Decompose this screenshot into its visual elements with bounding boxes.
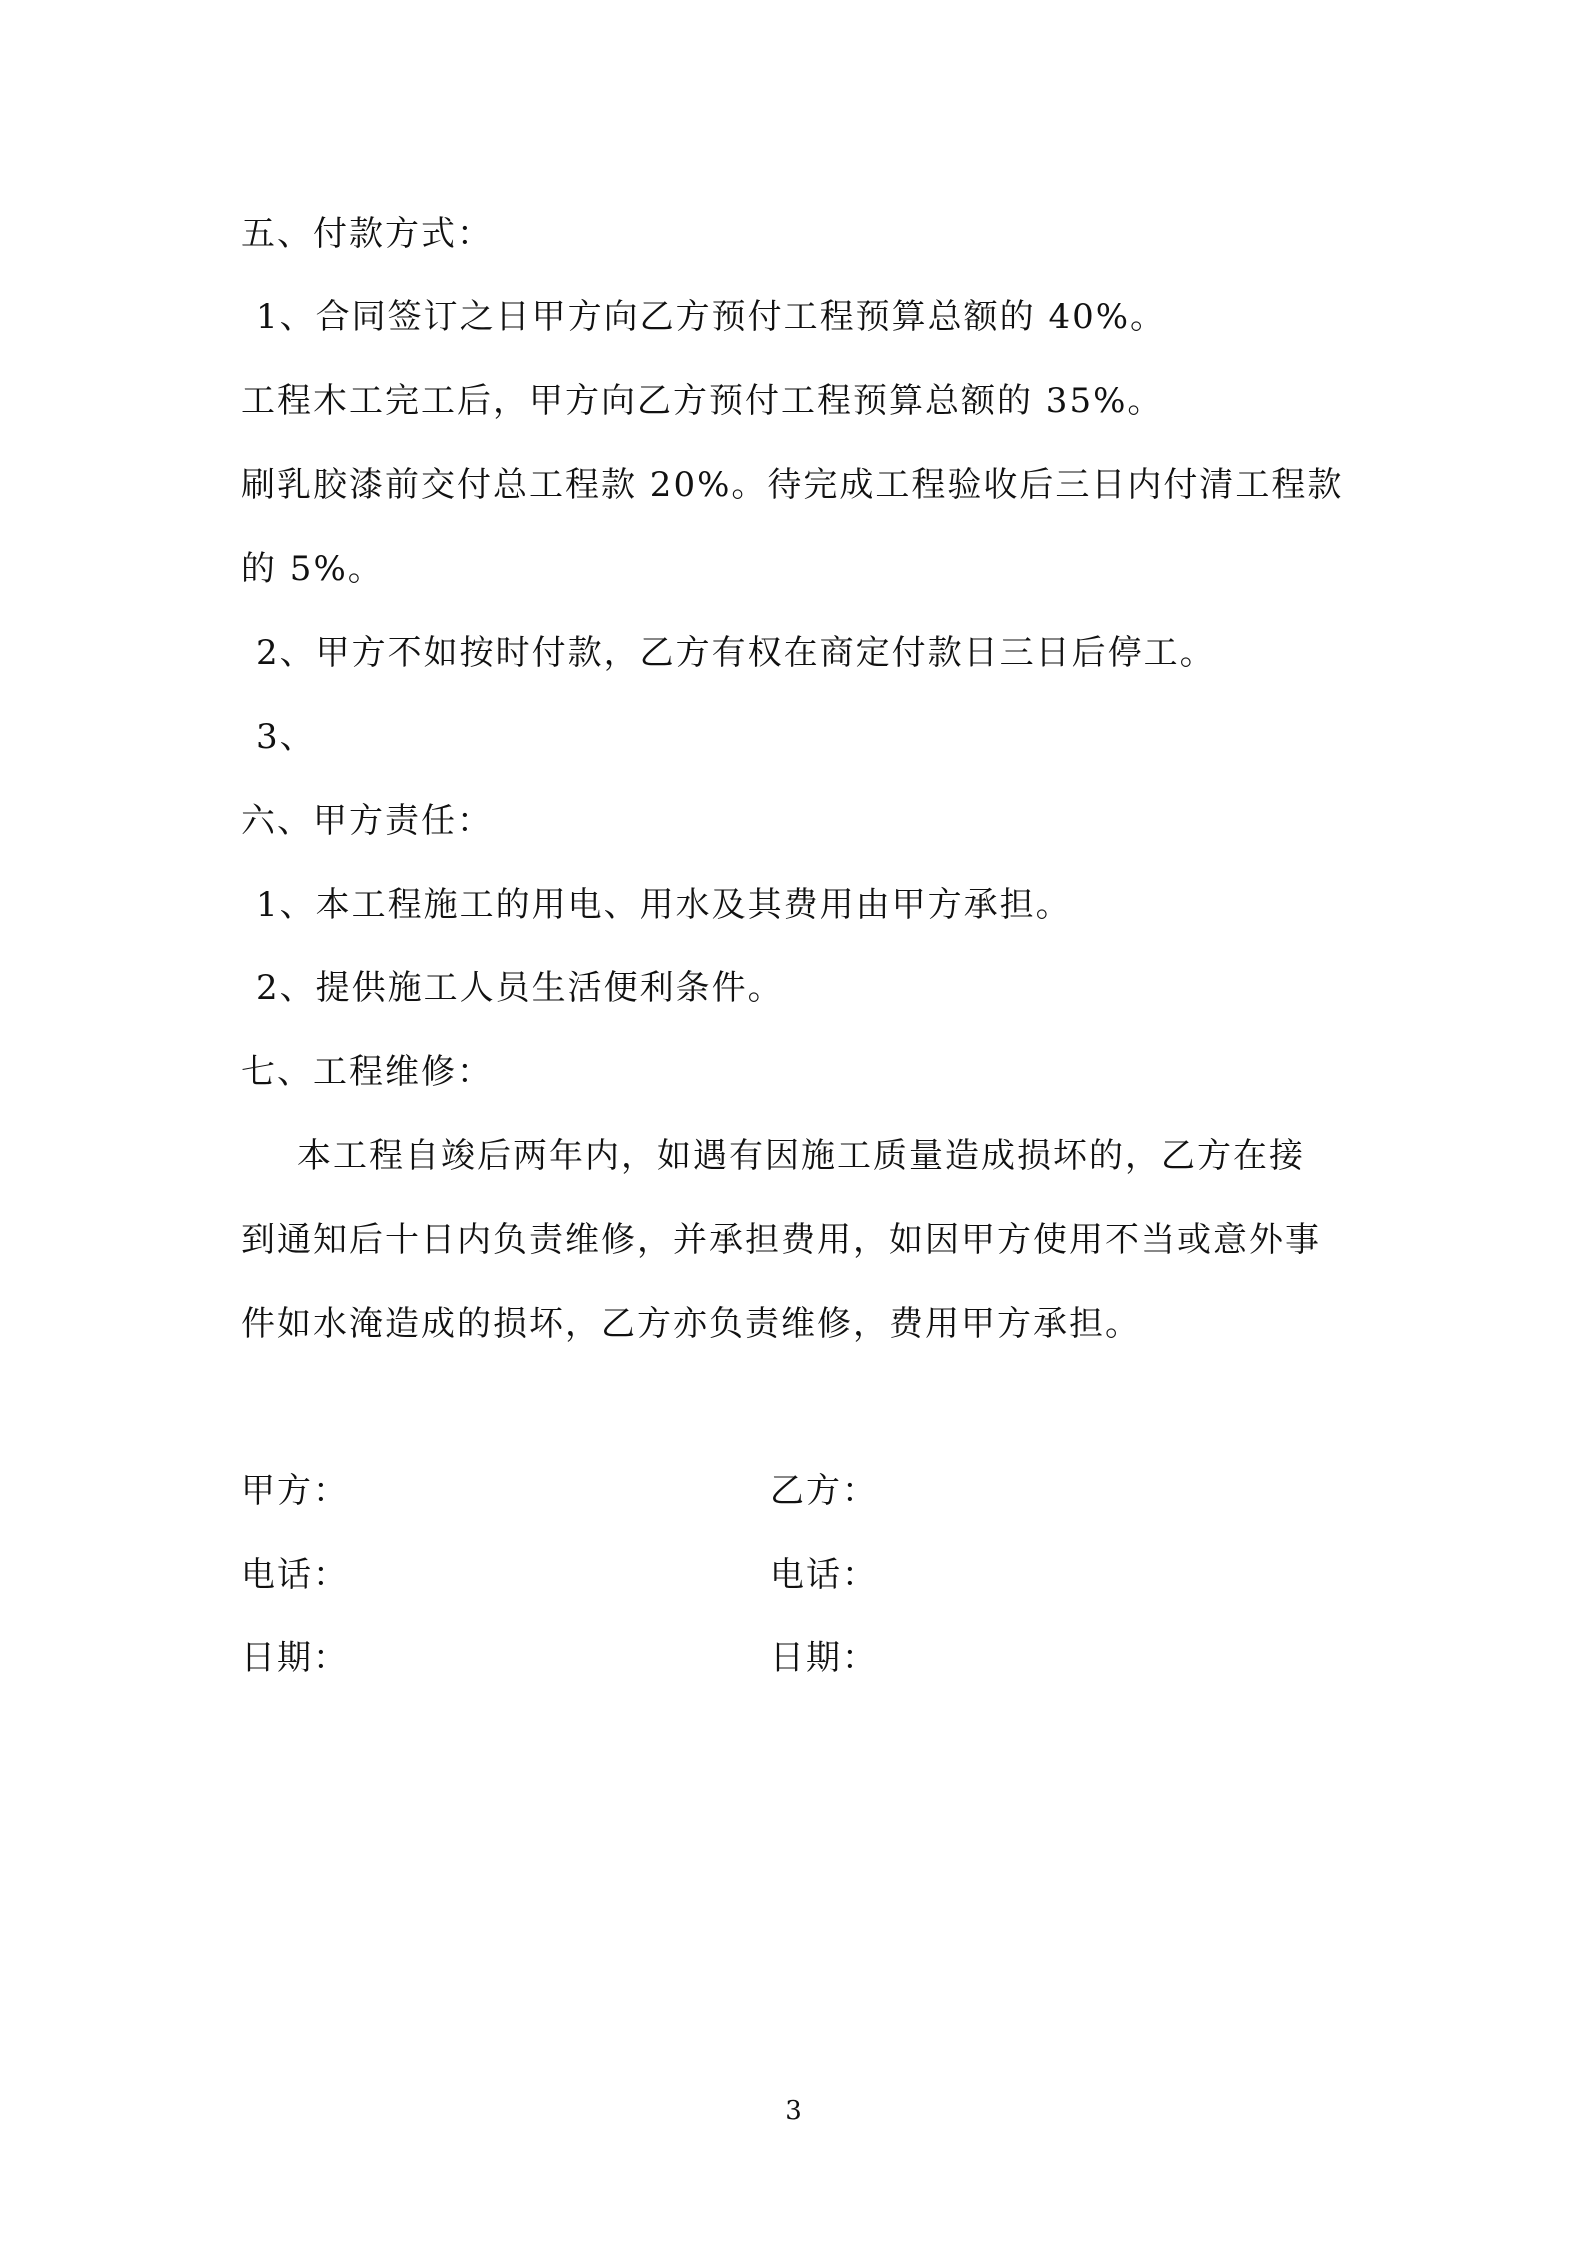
section-heading-payment: 五、付款方式： — [241, 214, 493, 254]
party-b-label: 乙方： — [770, 1471, 878, 1511]
payment-item-3: 3、 — [256, 717, 316, 757]
maintenance-paragraph-line-2: 到通知后十日内负责维修，并承担费用，如因甲方使用不当或意外事 — [241, 1220, 1321, 1260]
payment-item-1-line-2: 工程木工完工后，甲方向乙方预付工程预算总额的 35%。 — [241, 381, 1164, 421]
party-b-phone-label: 电话： — [770, 1555, 878, 1595]
party-a-phone-label: 电话： — [241, 1555, 349, 1595]
payment-item-1-line-3: 刷乳胶漆前交付总工程款 20%。待完成工程验收后三日内付清工程款 — [241, 465, 1344, 505]
party-a-date-label: 日期： — [241, 1638, 349, 1678]
page-number: 3 — [785, 2096, 802, 2126]
maintenance-paragraph-line-3: 件如水淹造成的损坏，乙方亦负责维修，费用甲方承担。 — [241, 1304, 1141, 1344]
payment-item-1-line-1: 1、合同签订之日甲方向乙方预付工程预算总额的 40%。 — [256, 297, 1167, 337]
maintenance-paragraph-line-1: 本工程自竣后两年内，如遇有因施工质量造成损坏的，乙方在接 — [297, 1136, 1305, 1176]
payment-item-2: 2、甲方不如按时付款，乙方有权在商定付款日三日后停工。 — [256, 633, 1216, 673]
party-a-duty-2: 2、提供施工人员生活便利条件。 — [256, 968, 784, 1008]
party-a-label: 甲方： — [241, 1471, 349, 1511]
party-b-date-label: 日期： — [770, 1638, 878, 1678]
section-heading-party-a-duties: 六、甲方责任： — [241, 801, 493, 841]
party-a-duty-1: 1、本工程施工的用电、用水及其费用由甲方承担。 — [256, 885, 1072, 925]
payment-item-1-line-4: 的 5%。 — [241, 549, 384, 589]
section-heading-maintenance: 七、工程维修： — [241, 1052, 493, 1092]
